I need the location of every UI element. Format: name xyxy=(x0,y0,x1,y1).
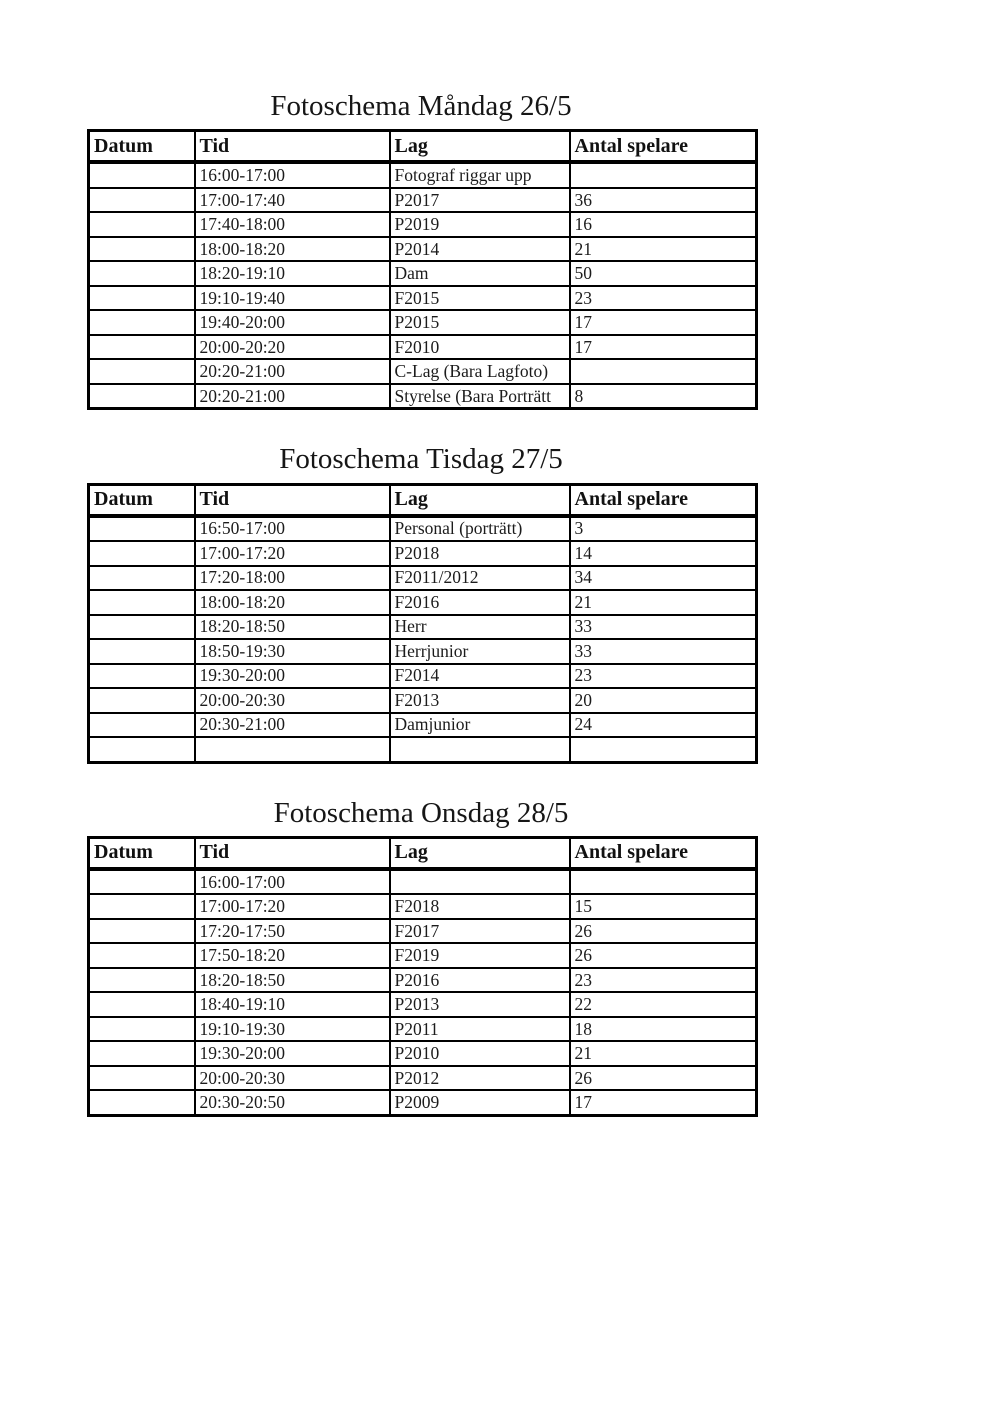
table-cell xyxy=(89,919,195,944)
table-cell: Damjunior xyxy=(390,713,570,738)
table-cell: 17:00-17:40 xyxy=(195,188,390,213)
table-cell: 17:20-18:00 xyxy=(195,566,390,591)
table-cell xyxy=(570,162,757,188)
table-cell: 16:00-17:00 xyxy=(195,162,390,188)
table-row xyxy=(89,384,757,409)
table-cell: 19:10-19:40 xyxy=(195,286,390,311)
table-cell: Herr xyxy=(390,615,570,640)
column-header: Lag xyxy=(390,131,570,163)
table-cell: 17:20-17:50 xyxy=(195,919,390,944)
table-row xyxy=(89,1017,757,1042)
table-cell: 16 xyxy=(570,212,757,237)
table-cell: 17:00-17:20 xyxy=(195,894,390,919)
table-cell: 26 xyxy=(570,1066,757,1091)
table-cell: 22 xyxy=(570,992,757,1017)
table-row xyxy=(89,713,757,738)
table-cell: 33 xyxy=(570,615,757,640)
table-cell: F2014 xyxy=(390,664,570,689)
table-cell: 34 xyxy=(570,566,757,591)
table-row xyxy=(89,286,757,311)
table-cell xyxy=(89,664,195,689)
column-header: Lag xyxy=(390,837,570,869)
column-header: Tid xyxy=(195,837,390,869)
table-cell: 17 xyxy=(570,335,757,360)
table-cell: 21 xyxy=(570,237,757,262)
table-cell: 23 xyxy=(570,286,757,311)
table-cell: 19:30-20:00 xyxy=(195,1041,390,1066)
table-cell xyxy=(570,359,757,384)
table-cell: F2011/2012 xyxy=(390,566,570,591)
table-row xyxy=(89,869,757,895)
column-header: Tid xyxy=(195,131,390,163)
table-cell: 17:40-18:00 xyxy=(195,212,390,237)
table-cell xyxy=(89,335,195,360)
table-cell: 18:20-18:50 xyxy=(195,615,390,640)
table-cell: 20:00-20:30 xyxy=(195,1066,390,1091)
table-cell: F2016 xyxy=(390,590,570,615)
table-row xyxy=(89,162,757,188)
table-cell: Herrjunior xyxy=(390,639,570,664)
table-row xyxy=(89,335,757,360)
table-cell: 17 xyxy=(570,310,757,335)
table-cell: Personal (porträtt) xyxy=(390,516,570,542)
table-cell xyxy=(89,590,195,615)
table-cell xyxy=(89,541,195,566)
schedule-section xyxy=(87,441,755,763)
column-header: Antal spelare xyxy=(570,484,757,516)
table-cell: 33 xyxy=(570,639,757,664)
schedule-table xyxy=(87,129,758,410)
table-row xyxy=(89,968,757,993)
table-cell xyxy=(89,943,195,968)
table-cell: 14 xyxy=(570,541,757,566)
table-row xyxy=(89,212,757,237)
table-cell xyxy=(89,310,195,335)
table-cell xyxy=(89,212,195,237)
table-cell: P2018 xyxy=(390,541,570,566)
table-row xyxy=(89,688,757,713)
table-cell: P2013 xyxy=(390,992,570,1017)
table-cell xyxy=(89,968,195,993)
column-header: Datum xyxy=(89,131,195,163)
table-cell xyxy=(89,1090,195,1115)
table-cell: 19:40-20:00 xyxy=(195,310,390,335)
schedule-title: Fotoschema Måndag 26/5 xyxy=(270,90,572,122)
table-cell: 18:00-18:20 xyxy=(195,237,390,262)
table-row xyxy=(89,261,757,286)
table-cell xyxy=(89,566,195,591)
table-cell: 20:00-20:30 xyxy=(195,688,390,713)
table-cell: P2019 xyxy=(390,212,570,237)
table-cell: P2014 xyxy=(390,237,570,262)
header-row xyxy=(89,131,757,163)
table-cell: Styrelse (Bara Porträtt xyxy=(390,384,570,409)
table-cell xyxy=(89,894,195,919)
table-cell xyxy=(89,1017,195,1042)
table-cell: 18:00-18:20 xyxy=(195,590,390,615)
table-cell: 8 xyxy=(570,384,757,409)
table-cell xyxy=(390,869,570,895)
table-cell: 15 xyxy=(570,894,757,919)
table-cell: 21 xyxy=(570,590,757,615)
table-cell xyxy=(570,737,757,762)
table-cell xyxy=(89,162,195,188)
table-cell: 17:00-17:20 xyxy=(195,541,390,566)
table-row xyxy=(89,639,757,664)
table-cell: 20:00-20:20 xyxy=(195,335,390,360)
table-cell xyxy=(89,869,195,895)
table-row xyxy=(89,992,757,1017)
table-cell: 18:50-19:30 xyxy=(195,639,390,664)
table-cell: 19:30-20:00 xyxy=(195,664,390,689)
schedule-table xyxy=(87,836,758,1117)
table-cell: Dam xyxy=(390,261,570,286)
table-cell: 20:20-21:00 xyxy=(195,384,390,409)
schedule-section xyxy=(87,0,755,410)
table-cell: 20 xyxy=(570,688,757,713)
table-row xyxy=(89,566,757,591)
column-header: Datum xyxy=(89,484,195,516)
column-header: Antal spelare xyxy=(570,837,757,869)
column-header: Tid xyxy=(195,484,390,516)
table-cell: C-Lag (Bara Lagfoto) xyxy=(390,359,570,384)
table-cell: F2013 xyxy=(390,688,570,713)
table-cell: F2018 xyxy=(390,894,570,919)
table-cell xyxy=(89,261,195,286)
table-cell xyxy=(89,639,195,664)
table-cell: 20:30-20:50 xyxy=(195,1090,390,1115)
table-row xyxy=(89,310,757,335)
table-row xyxy=(89,615,757,640)
table-cell xyxy=(89,384,195,409)
table-cell: 16:50-17:00 xyxy=(195,516,390,542)
column-header: Antal spelare xyxy=(570,131,757,163)
table-cell: P2016 xyxy=(390,968,570,993)
table-cell: 18:20-18:50 xyxy=(195,968,390,993)
table-cell: 50 xyxy=(570,261,757,286)
schedule-table xyxy=(87,483,758,764)
table-cell: 17:50-18:20 xyxy=(195,943,390,968)
table-cell: 23 xyxy=(570,664,757,689)
table-cell: 18 xyxy=(570,1017,757,1042)
schedule-section xyxy=(87,795,755,1117)
schedule-title: Fotoschema Onsdag 28/5 xyxy=(273,796,569,829)
table-row xyxy=(89,919,757,944)
table-cell: Fotograf riggar upp xyxy=(390,162,570,188)
table-cell xyxy=(89,737,195,762)
table-cell xyxy=(89,188,195,213)
table-cell: 36 xyxy=(570,188,757,213)
table-row xyxy=(89,541,757,566)
table-cell: P2015 xyxy=(390,310,570,335)
table-cell: 26 xyxy=(570,919,757,944)
table-cell xyxy=(89,992,195,1017)
column-header: Lag xyxy=(390,484,570,516)
table-row xyxy=(89,188,757,213)
table-cell: 23 xyxy=(570,968,757,993)
table-cell: 26 xyxy=(570,943,757,968)
table-cell: P2017 xyxy=(390,188,570,213)
table-cell: P2009 xyxy=(390,1090,570,1115)
table-cell: P2011 xyxy=(390,1017,570,1042)
table-cell: 19:10-19:30 xyxy=(195,1017,390,1042)
table-cell xyxy=(195,737,390,762)
schedule-title: Fotoschema Tisdag 27/5 xyxy=(279,443,563,476)
table-cell xyxy=(89,516,195,542)
table-cell xyxy=(89,713,195,738)
table-cell: F2010 xyxy=(390,335,570,360)
table-row xyxy=(89,664,757,689)
table-row xyxy=(89,359,757,384)
table-cell: F2015 xyxy=(390,286,570,311)
table-row xyxy=(89,516,757,542)
table-cell: 17 xyxy=(570,1090,757,1115)
table-cell: 18:40-19:10 xyxy=(195,992,390,1017)
table-cell xyxy=(570,869,757,895)
table-cell: 21 xyxy=(570,1041,757,1066)
table-row xyxy=(89,1041,757,1066)
table-cell: P2010 xyxy=(390,1041,570,1066)
table-cell xyxy=(89,359,195,384)
table-body xyxy=(89,162,757,409)
table-body xyxy=(89,516,757,763)
table-cell xyxy=(390,737,570,762)
table-cell: 20:30-21:00 xyxy=(195,713,390,738)
table-row xyxy=(89,590,757,615)
table-cell: 3 xyxy=(570,516,757,542)
column-header: Datum xyxy=(89,837,195,869)
table-cell: 18:20-19:10 xyxy=(195,261,390,286)
table-row xyxy=(89,943,757,968)
header-row xyxy=(89,837,757,869)
header-row xyxy=(89,484,757,516)
table-row xyxy=(89,237,757,262)
table-cell: F2019 xyxy=(390,943,570,968)
table-cell xyxy=(89,615,195,640)
table-cell xyxy=(89,237,195,262)
table-cell xyxy=(89,1041,195,1066)
table-cell: P2012 xyxy=(390,1066,570,1091)
table-body xyxy=(89,869,757,1116)
table-row xyxy=(89,737,757,762)
table-row xyxy=(89,1066,757,1091)
table-cell: F2017 xyxy=(390,919,570,944)
table-cell: 16:00-17:00 xyxy=(195,869,390,895)
table-cell: 20:20-21:00 xyxy=(195,359,390,384)
table-cell: 24 xyxy=(570,713,757,738)
table-cell xyxy=(89,688,195,713)
table-row xyxy=(89,1090,757,1115)
table-row xyxy=(89,894,757,919)
table-cell xyxy=(89,286,195,311)
table-cell xyxy=(89,1066,195,1091)
